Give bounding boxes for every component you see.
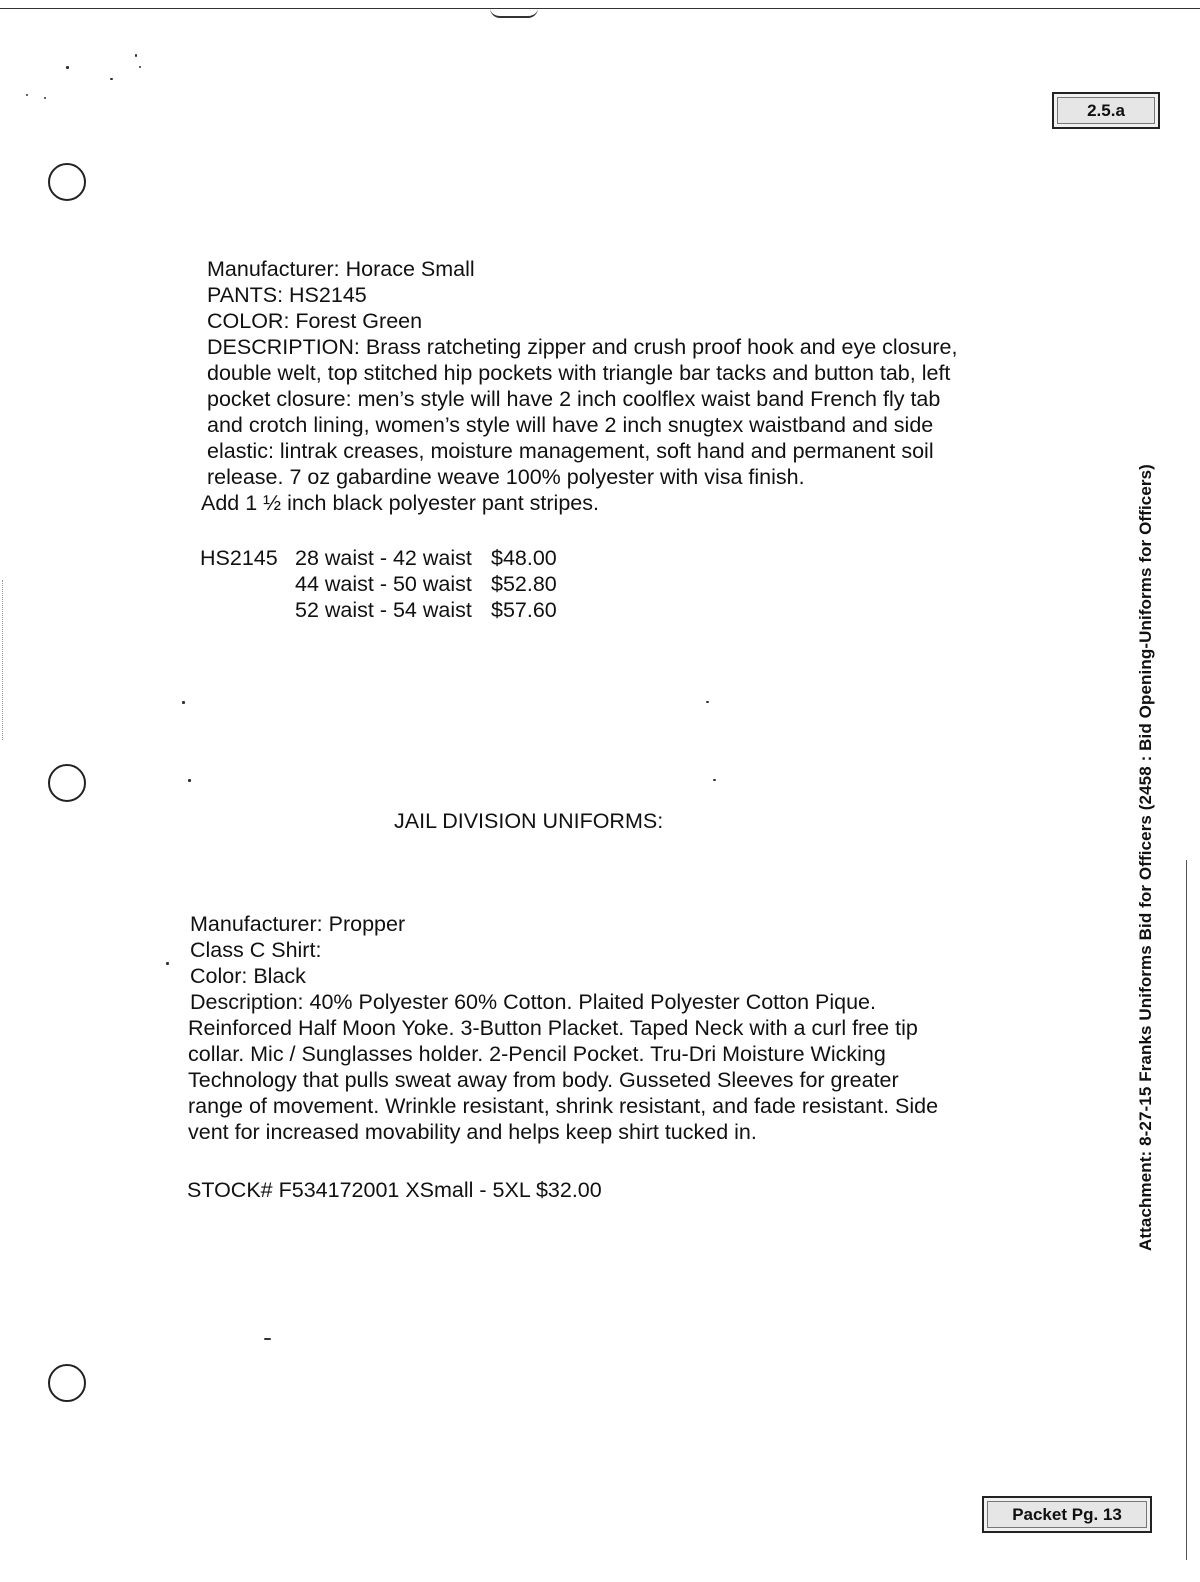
scan-speck — [713, 779, 716, 781]
shirt-spec-block — [190, 911, 938, 1145]
shirt-description-line: Technology that pulls sweat away from body. Gusseted Sleeves for greater — [188, 1068, 899, 1092]
scan-speck — [166, 962, 169, 965]
price-row — [200, 597, 557, 623]
price-size-range: 52 waist - 54 waist — [295, 598, 472, 622]
pants-price-table — [200, 545, 557, 623]
pants-description-line: release. 7 oz gabardine weave 100% polyester with visa finish. — [207, 465, 805, 489]
scan-speck — [139, 66, 141, 68]
pants-manufacturer-line: Manufacturer: Horace Small — [207, 257, 475, 281]
item-number-badge — [1052, 92, 1160, 129]
scan-speck — [110, 78, 113, 80]
shirt-color-line: Color: Black — [190, 964, 306, 988]
pants-stripe-line: Add 1 ½ inch black polyester pant stripes. — [201, 491, 599, 515]
page-right-edge — [1186, 860, 1187, 1560]
packet-page-text: Packet Pg. 13 — [1012, 1504, 1122, 1524]
pants-description-line: double welt, top stitched hip pockets with triangle bar tacks and button tab, left — [207, 361, 951, 385]
scan-speck — [66, 66, 69, 69]
price-amount: $48.00 — [491, 546, 557, 570]
price-amount: $57.60 — [491, 598, 557, 622]
shirt-description-line: range of movement. Wrinkle resistant, shrink resistant, and fade resistant. Side — [188, 1094, 939, 1118]
shirt-manufacturer-line: Manufacturer: Propper — [190, 912, 406, 936]
scan-speck — [188, 779, 191, 782]
pants-spec-block — [201, 256, 958, 516]
page-top-edge — [0, 8, 1200, 9]
packet-page-badge — [982, 1496, 1152, 1533]
item-number-text: 2.5.a — [1087, 100, 1125, 120]
price-row — [200, 545, 557, 571]
punch-hole-middle — [48, 764, 86, 802]
shirt-class-line: Class C Shirt: — [190, 938, 322, 962]
price-size-range: 44 waist - 50 waist — [295, 572, 472, 596]
price-size-range: 28 waist - 42 waist — [295, 546, 472, 570]
scan-speck — [44, 97, 46, 99]
page-top-notch — [490, 8, 538, 18]
scan-speck — [135, 54, 137, 57]
punch-hole-bottom — [48, 1364, 86, 1402]
scan-speck — [26, 94, 28, 96]
shirt-stock-line: STOCK# F534172001 XSmall - 5XL $32.00 — [187, 1178, 602, 1202]
shirt-description-line: collar. Mic / Sunglasses holder. 2-Pencil Pocket. Tru-Dri Moisture Wicking — [188, 1042, 886, 1066]
shirt-description-line: vent for increased movability and helps keep shirt tucked in. — [188, 1120, 757, 1144]
price-row — [200, 571, 557, 597]
price-code — [200, 571, 295, 597]
pants-description-line: pocket closure: men’s style will have 2 inch coolflex waist band French fly tab — [207, 387, 941, 411]
price-code: HS2145 — [200, 546, 278, 570]
pants-description-line: and crotch lining, women’s style will have 2 inch snugtex waistband and side — [207, 413, 934, 437]
attachment-side-note: Attachment: 8-27-15 Franks Uniforms Bid for Officers (2458 : Bid Opening-Uniforms for Officers) — [1136, 464, 1155, 1251]
pants-model-line: PANTS: HS2145 — [207, 283, 367, 307]
pants-description-line: elastic: lintrak creases, moisture management, soft hand and permanent soil — [207, 439, 934, 463]
scan-speck — [264, 1338, 271, 1340]
pants-color-line: COLOR: Forest Green — [207, 309, 423, 333]
shirt-description-line: Reinforced Half Moon Yoke. 3-Button Placket. Taped Neck with a curl free tip — [188, 1016, 918, 1040]
page-left-edge — [2, 580, 3, 740]
section-heading: JAIL DIVISION UNIFORMS: — [394, 809, 664, 833]
price-amount: $52.80 — [491, 572, 557, 596]
shirt-description-line: Description: 40% Polyester 60% Cotton. Plaited Polyester Cotton Pique. — [190, 990, 876, 1014]
scan-speck — [706, 701, 709, 703]
punch-hole-top — [48, 163, 86, 201]
scan-speck — [182, 701, 185, 704]
pants-description-line: DESCRIPTION: Brass ratcheting zipper and crush proof hook and eye closure, — [207, 335, 958, 359]
price-code — [200, 597, 295, 623]
